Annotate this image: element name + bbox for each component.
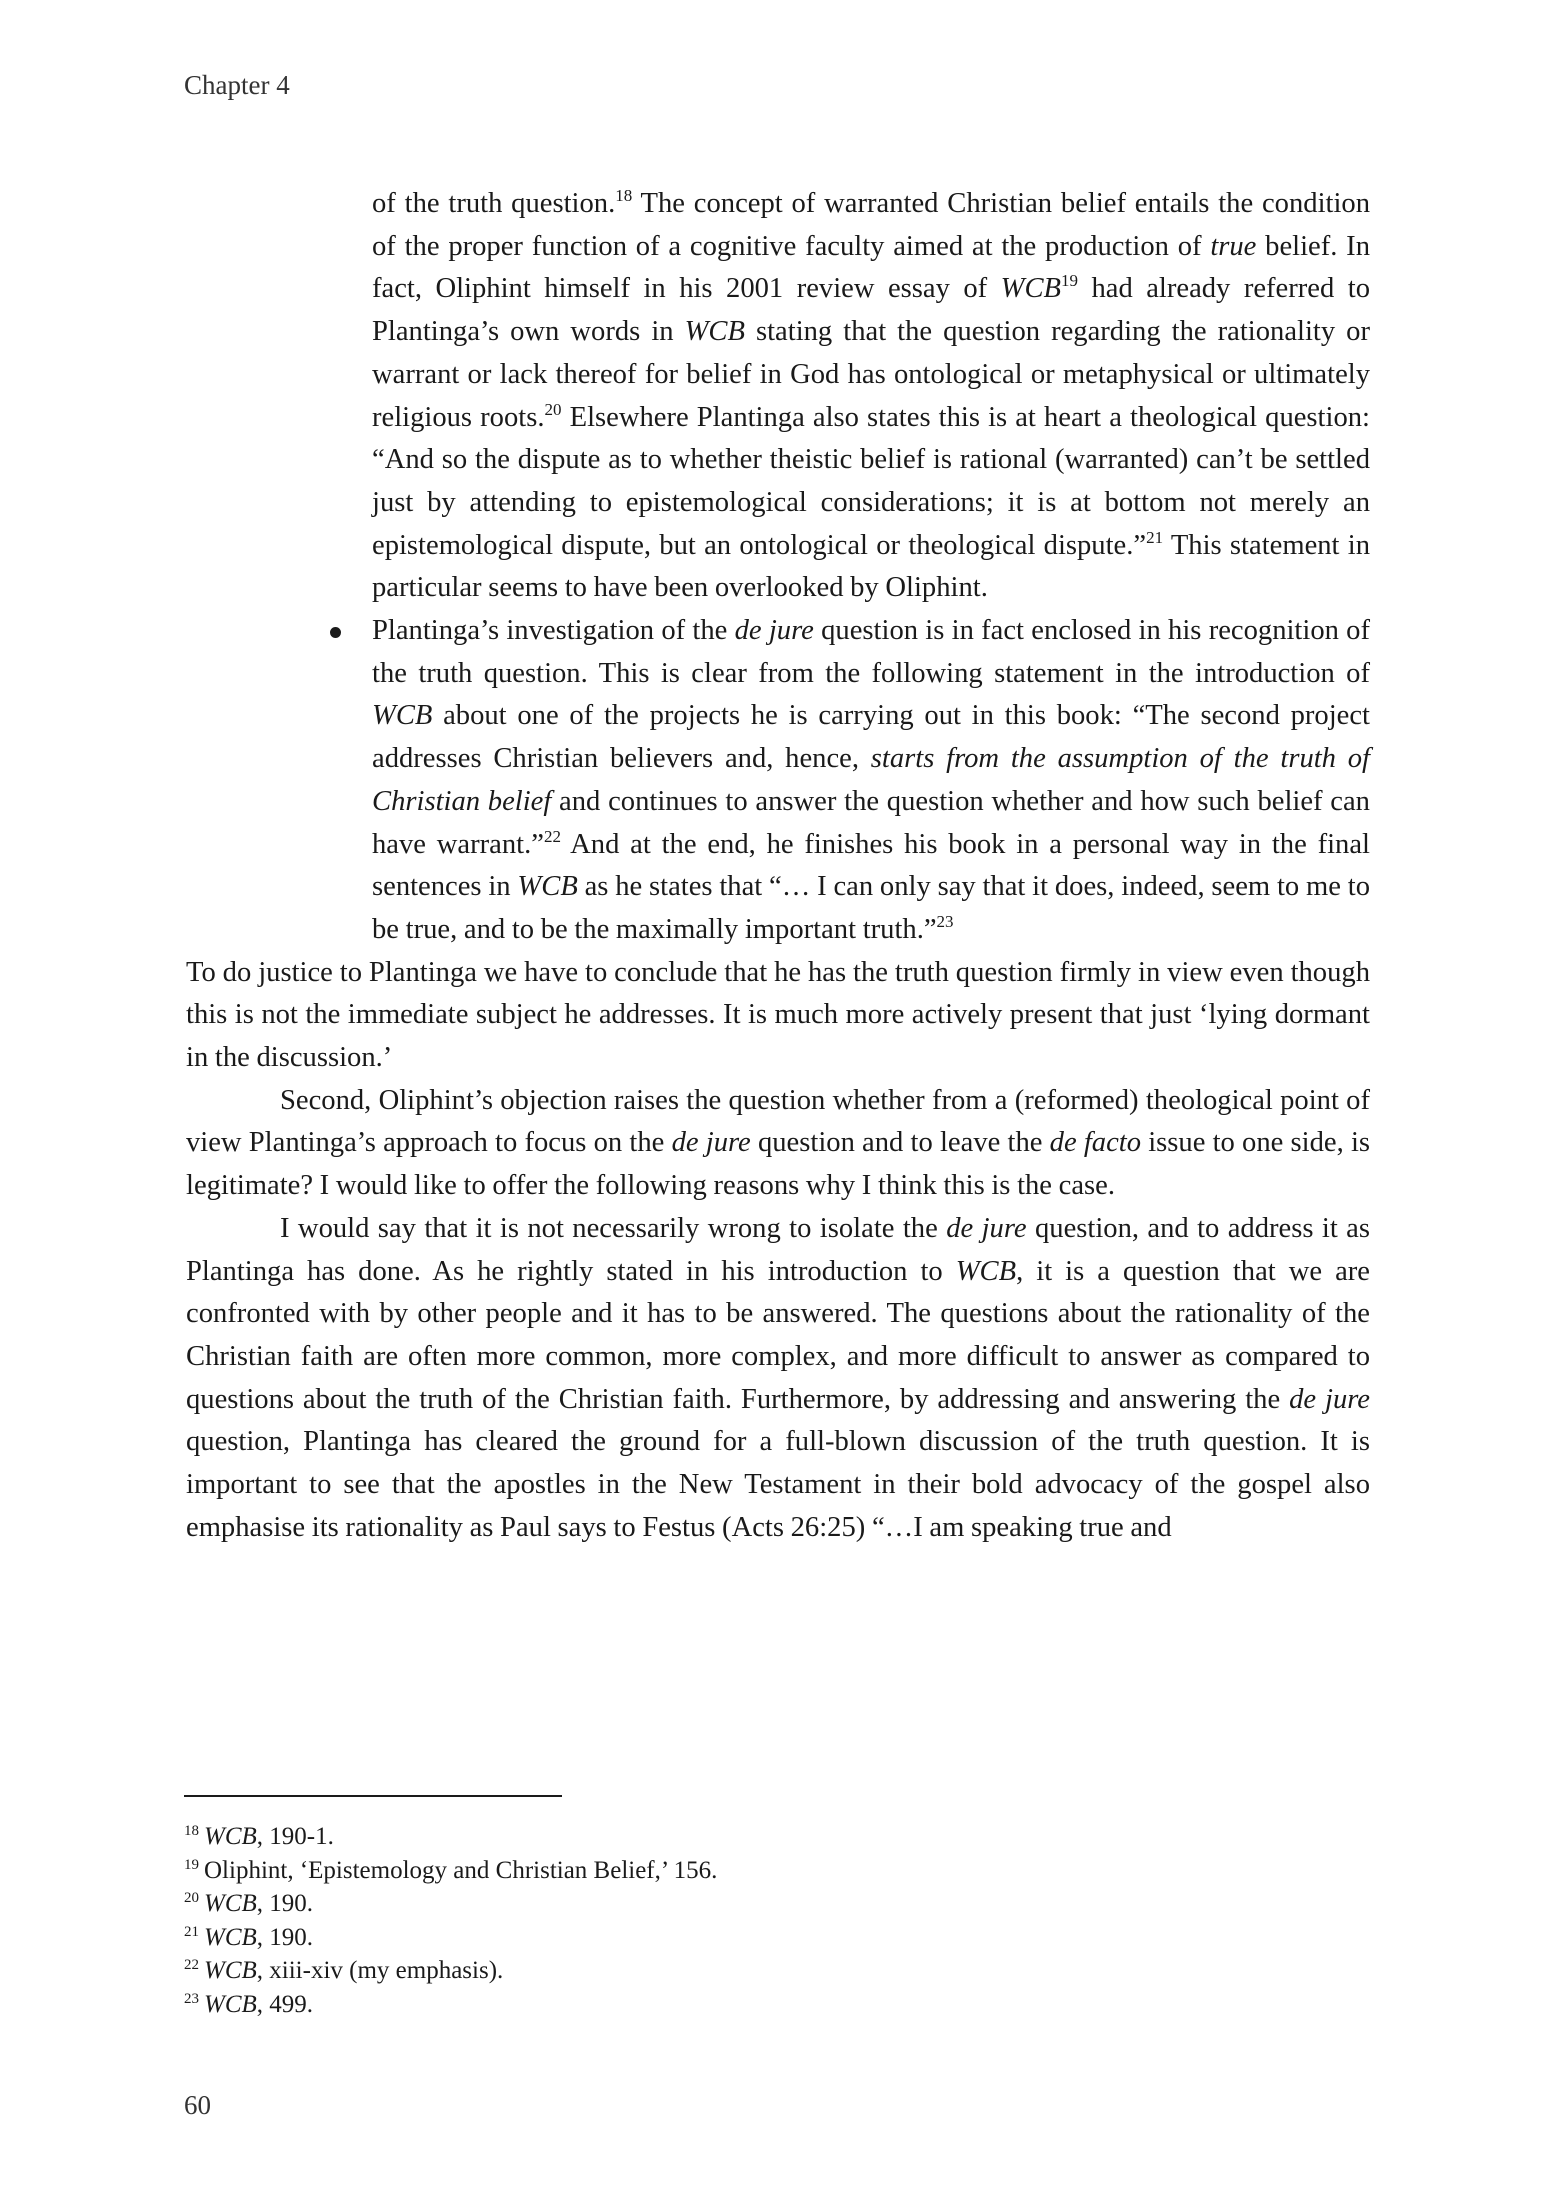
running-head: Chapter 4 <box>184 70 290 100</box>
italic-text: WCB <box>1000 273 1061 305</box>
text-run: , 499. <box>256 1990 314 2018</box>
text-run: , it is a question that we are confronted with by other people and it has to be answered. The questions about the rationality of the Christian faith are often more common, more complex, and more difficult to answer as compared to questions about the truth of the Christian faith. Furthermore, by addressing and answering the <box>186 1255 1370 1415</box>
italic-text: WCB <box>204 1923 257 1951</box>
text-run: , xiii-xiv (my emphasis). <box>256 1957 504 1985</box>
text-run: issue to one side, is legitimate? I would like to offer the following reasons why I think this is the case. <box>186 1127 1371 1202</box>
paragraph <box>186 952 1370 1080</box>
footnote <box>184 1820 717 1854</box>
text-run: Oliphint, ‘Epistemology and Christian Belief,’ 156. <box>204 1856 718 1884</box>
text-run: This statement in particular seems to have been overlooked by Oliphint. <box>372 529 1371 604</box>
paragraph <box>186 1208 1370 1550</box>
footnote <box>184 1921 717 1955</box>
italic-text: WCB <box>204 1823 257 1850</box>
text-run: To do justice to Plantinga we have to conclude that he has the truth question firmly in view even though this is not the immediate subject he addresses. It is much more actively present that just ‘lying dormant in the discussion.’ <box>186 956 1370 1074</box>
footnote-number: 21 <box>184 1923 199 1940</box>
text-run: The concept of warranted Christian belief entails the condition of the proper function of a cognitive faculty aimed at the production of <box>372 188 1370 262</box>
italic-text: WCB <box>684 316 745 348</box>
italic-text: de facto <box>1049 1127 1142 1159</box>
indented-block <box>372 183 1370 952</box>
italic-text: de jure <box>671 1127 751 1159</box>
text-run: , 190. <box>256 1890 314 1918</box>
text-run: question, Plantinga has cleared the ground for a full-blown discussion of the truth question. It is important to see that the apostles in the New Testament in their bold advocacy of the gospel also emphasise its rationality as Paul says to Festus (Acts 26:25) “…I am speaking true and <box>186 1426 1370 1543</box>
bullet-text <box>372 610 1370 952</box>
paragraph <box>186 1080 1370 1208</box>
text-run: Plantinga’s investigation of the <box>372 615 735 647</box>
footnote <box>184 1988 717 2022</box>
italic-text: WCB <box>204 1890 257 1918</box>
text-run: about one of the projects he is carrying out in this book: “The second project addresses Christian believers and, hence, <box>372 700 1370 775</box>
footnote-number: 20 <box>184 1890 199 1907</box>
italic-text: WCB <box>204 1990 257 2018</box>
italic-text: WCB <box>955 1255 1017 1287</box>
text-run: of the truth question. <box>372 188 616 219</box>
italic-text: starts from the assumption of the truth of Christian belief <box>372 743 1371 817</box>
text-run: Second, Oliphint’s objection raises the question whether from a (reformed) theological point of view Plantinga’s approach to focus on the <box>186 1084 1370 1159</box>
footnote-ref: 21 <box>1146 527 1164 547</box>
continued-paragraph <box>372 183 1370 610</box>
footnote <box>184 1854 717 1888</box>
footnotes <box>184 1820 717 2022</box>
footnote-number: 19 <box>184 1856 199 1873</box>
italic-text: de jure <box>946 1212 1027 1244</box>
text-run: And at the end, he finishes his book in a personal way in the final sentences in <box>372 828 1370 903</box>
text-run: Elsewhere Plantinga also states this is at heart a theological question: “And so the dispute as to whether theistic belief is rational (warranted) can’t be settled just by attending to epistemological considerations; it is at bottom not merely an epistemological dispute, but an ontological or theological dispute.” <box>372 401 1370 561</box>
footnote-ref: 18 <box>615 186 633 205</box>
bullet-list-item <box>372 610 1370 952</box>
footnote-separator <box>184 1795 562 1797</box>
text-run: I would say that it is not necessarily wrong to isolate the <box>280 1212 947 1244</box>
footnote <box>184 1887 717 1921</box>
italic-text: WCB <box>372 700 433 732</box>
text-run: belief. In fact, Oliphint himself in his 2001 review essay of <box>372 230 1371 305</box>
italic-text: WCB <box>517 871 578 903</box>
italic-text: de jure <box>1289 1383 1370 1415</box>
text-run: and continues to answer the question whether and how such belief can have warrant.” <box>372 785 1370 860</box>
footnote-ref: 19 <box>1061 271 1078 291</box>
text-run: question is in fact enclosed in his recognition of the truth question. This is clear from the following statement in the introduction of <box>372 615 1370 689</box>
footnote-number: 22 <box>184 1957 199 1974</box>
footnote <box>184 1954 717 1988</box>
text-run: had already referred to Plantinga’s own words in <box>372 273 1370 348</box>
text-run: question and to leave the <box>750 1127 1050 1159</box>
footnote-ref: 20 <box>544 399 562 419</box>
footnote-number: 23 <box>184 1990 199 2007</box>
footnote-number: 18 <box>184 1823 199 1839</box>
text-run: question, and to address it as Plantinga has done. As he rightly stated in his introduction to <box>186 1212 1370 1287</box>
page-number: 60 <box>184 2090 211 2120</box>
footnote-ref: 23 <box>936 911 954 931</box>
text-run: stating that the question regarding the rationality or warrant or lack thereof for belief in God has ontological or metaphysical or ultimately religious roots. <box>372 316 1370 433</box>
italic-text: de jure <box>734 615 814 647</box>
text-run: , 190. <box>256 1923 314 1951</box>
text-run: , 190-1. <box>256 1823 334 1850</box>
italic-text: WCB <box>204 1957 257 1985</box>
text-run: as he states that “… I can only say that it does, indeed, seem to me to be true, and to be the maximally important truth.” <box>372 871 1370 945</box>
italic-text: true <box>1210 230 1257 262</box>
footnote-ref: 22 <box>543 826 561 846</box>
body-text <box>186 183 1370 1550</box>
bullet-icon <box>330 627 341 638</box>
